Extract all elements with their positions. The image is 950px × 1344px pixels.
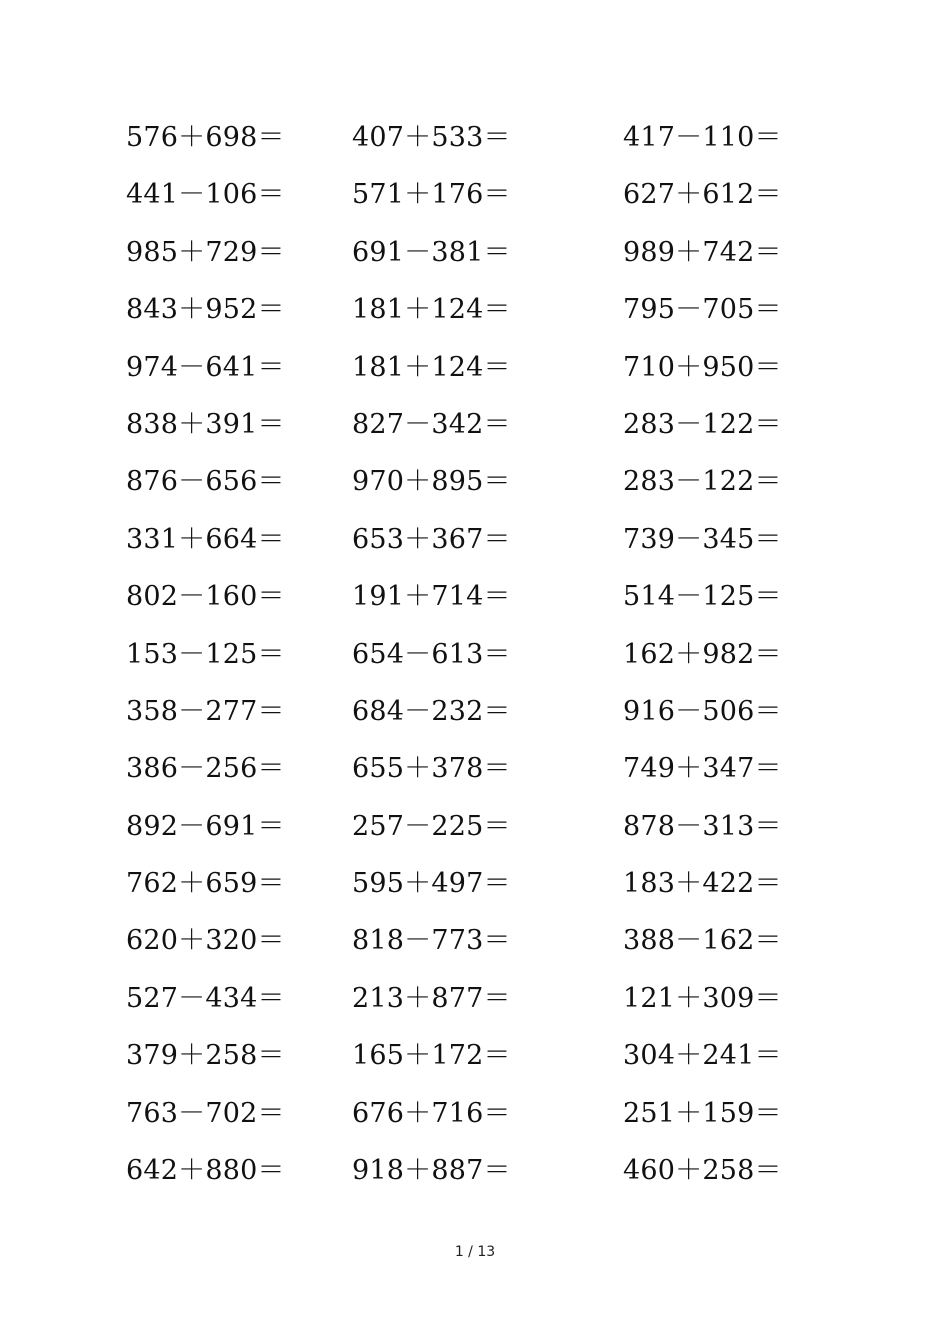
math-problem: 283－122＝ (623, 466, 782, 498)
math-problem: 358－277＝ (126, 695, 285, 727)
page-number: 1 / 13 (454, 1244, 496, 1260)
math-problem: 676＋716＝ (352, 1097, 511, 1129)
math-problem: 388－162＝ (623, 925, 782, 957)
problem-row (0, 458, 950, 515)
math-problem: 989＋742＝ (623, 236, 782, 268)
math-problem: 304＋241＝ (623, 1040, 782, 1072)
problem-row (0, 975, 950, 1032)
problem-row (0, 1147, 950, 1204)
math-problem: 251＋159＝ (623, 1097, 782, 1129)
math-problem: 710＋950＝ (623, 351, 782, 383)
math-problem: 918＋887＝ (352, 1155, 511, 1187)
problem-row (0, 573, 950, 630)
problem-rows (0, 114, 950, 1204)
math-problem: 892－691＝ (126, 810, 285, 842)
math-problem: 795－705＝ (623, 294, 782, 326)
math-problem: 970＋895＝ (352, 466, 511, 498)
math-problem: 818－773＝ (352, 925, 511, 957)
problem-row (0, 1032, 950, 1089)
math-problem: 181＋124＝ (352, 294, 511, 326)
math-problem: 213＋877＝ (352, 982, 511, 1014)
problem-row (0, 745, 950, 802)
math-problem: 827－342＝ (352, 408, 511, 440)
math-problem: 165＋172＝ (352, 1040, 511, 1072)
problem-row (0, 516, 950, 573)
math-problem: 916－506＝ (623, 695, 782, 727)
math-problem: 417－110＝ (623, 122, 782, 153)
math-problem: 571＋176＝ (352, 179, 511, 211)
math-problem: 331＋664＝ (126, 523, 285, 555)
math-problem: 407＋533＝ (352, 122, 511, 153)
math-problem: 153－125＝ (126, 638, 285, 670)
problem-row (0, 917, 950, 974)
math-problem: 162＋982＝ (623, 638, 782, 670)
problem-row (0, 229, 950, 286)
math-problem: 691－381＝ (352, 236, 511, 268)
math-problem: 762＋659＝ (126, 868, 285, 900)
math-problem: 595＋497＝ (352, 868, 511, 900)
math-problem: 739－345＝ (623, 523, 782, 555)
math-problem: 974－641＝ (126, 351, 285, 383)
math-problem: 878－313＝ (623, 810, 782, 842)
math-problem: 386－256＝ (126, 753, 285, 785)
math-problem: 653＋367＝ (352, 523, 511, 555)
math-problem: 460＋258＝ (623, 1155, 782, 1187)
problem-row (0, 631, 950, 688)
math-problem: 838＋391＝ (126, 408, 285, 440)
problem-row (0, 344, 950, 401)
math-problem: 441－106＝ (126, 179, 285, 211)
math-problem: 802－160＝ (126, 581, 285, 613)
math-problem: 527－434＝ (126, 982, 285, 1014)
math-problem: 620＋320＝ (126, 925, 285, 957)
math-problem: 514－125＝ (623, 581, 782, 613)
math-problem: 655＋378＝ (352, 753, 511, 785)
problem-row (0, 1090, 950, 1147)
math-problem: 627＋612＝ (623, 179, 782, 211)
math-problem: 843＋952＝ (126, 294, 285, 326)
math-problem: 684－232＝ (352, 695, 511, 727)
math-problem: 654－613＝ (352, 638, 511, 670)
problem-row (0, 803, 950, 860)
math-problem: 763－702＝ (126, 1097, 285, 1129)
problem-row (0, 688, 950, 745)
math-problem: 576＋698＝ (126, 122, 285, 153)
math-problem: 985＋729＝ (126, 236, 285, 268)
math-problem: 876－656＝ (126, 466, 285, 498)
math-problem: 191＋714＝ (352, 581, 511, 613)
math-problem: 121＋309＝ (623, 982, 782, 1014)
math-problem: 181＋124＝ (352, 351, 511, 383)
math-problem: 749＋347＝ (623, 753, 782, 785)
problem-row (0, 114, 950, 171)
problem-row (0, 401, 950, 458)
problem-row (0, 171, 950, 228)
problem-row (0, 860, 950, 917)
math-problem: 642＋880＝ (126, 1155, 285, 1187)
math-problem: 183＋422＝ (623, 868, 782, 900)
problem-row (0, 286, 950, 343)
math-problem: 283－122＝ (623, 408, 782, 440)
math-problem: 379＋258＝ (126, 1040, 285, 1072)
math-problem: 257－225＝ (352, 810, 511, 842)
